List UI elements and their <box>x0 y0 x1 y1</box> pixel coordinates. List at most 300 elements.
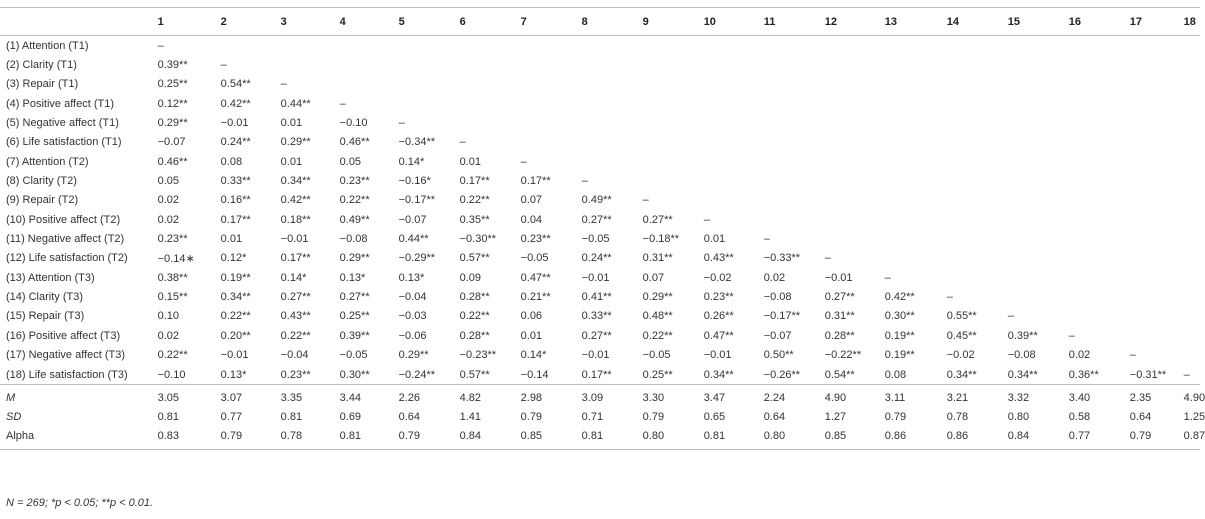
table-cell <box>947 113 1008 132</box>
table-cell <box>1130 307 1184 326</box>
table-cell: 0.22** <box>459 194 490 207</box>
table-cell: 0.13* <box>398 271 425 284</box>
table-cell: 0.57** <box>459 368 490 381</box>
table-row <box>0 326 1200 345</box>
table-cell: 0.02 <box>1068 349 1091 362</box>
table-cell <box>1130 210 1184 229</box>
column-header-4: 4 <box>340 8 399 36</box>
table-cell: 0.22** <box>339 194 370 207</box>
table-cell: – <box>824 252 831 265</box>
table-cell: 0.01 <box>703 233 726 246</box>
table-cell: −0.01 <box>220 117 249 130</box>
table-cell <box>1069 152 1130 171</box>
table-cell <box>1184 152 1200 171</box>
table-cell: −0.05 <box>642 349 671 362</box>
table-cell: 0.33** <box>220 175 251 188</box>
table-cell: −0.26** <box>763 368 801 381</box>
table-cell <box>460 36 521 56</box>
table-cell <box>947 249 1008 268</box>
table-cell <box>1184 55 1200 74</box>
stat-cell: 0.64 <box>398 411 421 424</box>
stat-cell: 0.79 <box>520 411 543 424</box>
table-cell: 0.29** <box>398 349 429 362</box>
row-label: (7) Attention (T2) <box>6 155 89 168</box>
table-cell: – <box>157 39 164 52</box>
table-cell <box>825 36 885 56</box>
stat-cell: 3.21 <box>947 385 1008 408</box>
table-cell <box>1184 346 1200 365</box>
table-cell: 0.29** <box>280 136 311 149</box>
table-row <box>0 249 1200 268</box>
table-cell: 0.25** <box>339 310 370 323</box>
table-cell: 0.17** <box>459 175 490 188</box>
table-cell: 0.27** <box>581 213 612 226</box>
stat-cell: 0.81 <box>340 427 399 450</box>
table-cell <box>1130 287 1184 306</box>
table-row <box>0 191 1200 210</box>
table-cell: 0.34** <box>1007 368 1038 381</box>
stat-cell: 0.83 <box>158 427 221 450</box>
table-cell: −0.18** <box>642 233 680 246</box>
table-cell: −0.07 <box>398 213 427 226</box>
stat-cell: 3.47 <box>704 385 764 408</box>
table-cell <box>521 36 582 56</box>
stat-cell: 0.86 <box>885 427 947 450</box>
stat-cell: 0.81 <box>582 427 643 450</box>
table-cell: 0.08 <box>884 368 907 381</box>
table-cell: 0.43** <box>703 252 734 265</box>
table-cell: 0.28** <box>824 329 855 342</box>
table-cell <box>643 152 704 171</box>
table-row <box>0 268 1200 287</box>
table-cell: 0.09 <box>459 271 482 284</box>
table-cell <box>1130 75 1184 94</box>
table-cell: 0.46** <box>157 155 188 168</box>
table-cell: −0.02 <box>946 349 975 362</box>
table-cell: 0.22** <box>157 349 188 362</box>
table-cell <box>1184 133 1200 152</box>
table-cell: 0.01 <box>220 233 243 246</box>
table-cell <box>1008 210 1069 229</box>
table-cell <box>1130 152 1184 171</box>
column-header-11: 11 <box>764 8 825 36</box>
table-cell: 0.23** <box>339 175 370 188</box>
table-cell: −0.33** <box>763 252 801 265</box>
table-cell <box>825 94 885 113</box>
row-label: (18) Life satisfaction (T3) <box>6 368 128 381</box>
table-cell <box>885 229 947 248</box>
stat-cell: 3.30 <box>643 385 704 408</box>
table-cell: 0.50** <box>763 349 794 362</box>
table-cell <box>1130 326 1184 345</box>
table-cell <box>582 133 643 152</box>
table-cell: 0.42** <box>280 194 311 207</box>
stat-cell: 4.90 <box>825 385 885 408</box>
table-cell: −0.10 <box>339 117 368 130</box>
table-cell <box>947 75 1008 94</box>
table-cell: 0.34** <box>280 175 311 188</box>
table-cell <box>947 133 1008 152</box>
table-cell <box>825 171 885 190</box>
table-cell <box>1184 326 1200 345</box>
table-cell: 0.23** <box>157 233 188 246</box>
table-cell <box>1069 191 1130 210</box>
stat-label: M <box>0 385 158 408</box>
table-cell: – <box>459 136 466 149</box>
table-cell: −0.05 <box>520 252 549 265</box>
table-cell: 0.27** <box>824 291 855 304</box>
table-cell: −0.01 <box>220 349 249 362</box>
stat-cell: 3.11 <box>885 385 947 408</box>
row-label: (10) Positive affect (T2) <box>6 213 121 226</box>
stat-cell: 3.07 <box>221 385 281 408</box>
table-cell: 0.29** <box>157 117 188 130</box>
table-cell <box>1184 249 1200 268</box>
table-cell: 0.42** <box>220 97 251 110</box>
table-cell <box>340 75 399 94</box>
table-cell: – <box>703 213 710 226</box>
table-cell <box>1184 307 1200 326</box>
column-header-3: 3 <box>281 8 340 36</box>
table-cell: −0.02 <box>703 271 732 284</box>
table-cell <box>1008 133 1069 152</box>
table-cell: – <box>642 194 649 207</box>
table-cell: 0.44** <box>280 97 311 110</box>
table-cell <box>1008 171 1069 190</box>
table-cell <box>764 171 825 190</box>
table-cell: −0.24** <box>398 368 436 381</box>
table-cell: 0.33** <box>581 310 612 323</box>
table-cell: 0.12** <box>157 97 188 110</box>
table-cell <box>1008 287 1069 306</box>
stat-cell: 0.79 <box>642 411 665 424</box>
table-cell <box>1008 268 1069 287</box>
stat-cell: 0.79 <box>221 427 281 450</box>
table-cell <box>704 152 764 171</box>
table-cell <box>1008 113 1069 132</box>
table-cell <box>764 55 825 74</box>
table-cell <box>825 113 885 132</box>
table-cell <box>1069 75 1130 94</box>
row-label: (9) Repair (T2) <box>6 194 79 207</box>
table-cell <box>1008 75 1069 94</box>
table-cell <box>885 75 947 94</box>
column-header-5: 5 <box>399 8 460 36</box>
table-cell: 0.31** <box>642 252 673 265</box>
table-cell <box>1184 210 1200 229</box>
table-cell: −0.31** <box>1129 368 1167 381</box>
column-header-14: 14 <box>947 8 1008 36</box>
table-cell <box>582 75 643 94</box>
table-cell: – <box>884 271 891 284</box>
table-cell <box>704 75 764 94</box>
table-cell: −0.01 <box>581 349 610 362</box>
table-row <box>0 55 1200 74</box>
table-cell <box>1184 268 1200 287</box>
column-header-7: 7 <box>521 8 582 36</box>
table-row <box>0 113 1200 132</box>
table-cell <box>764 191 825 210</box>
table-cell <box>764 113 825 132</box>
table-cell: 0.07 <box>520 194 543 207</box>
table-row <box>0 171 1200 190</box>
table-cell: 0.57** <box>459 252 490 265</box>
row-label: (17) Negative affect (T3) <box>6 349 126 362</box>
table-cell <box>1069 268 1130 287</box>
row-label-header <box>0 8 158 36</box>
stat-cell: 3.32 <box>1008 385 1069 408</box>
table-row <box>0 75 1200 94</box>
table-cell: – <box>763 233 770 246</box>
table-cell: 0.16** <box>220 194 251 207</box>
row-label: (4) Positive affect (T1) <box>6 97 114 110</box>
table-cell <box>1130 268 1184 287</box>
table-cell <box>1069 55 1130 74</box>
table-cell <box>947 36 1008 56</box>
table-row <box>0 307 1200 326</box>
table-cell: −0.10 <box>157 368 186 381</box>
column-header-8: 8 <box>582 8 643 36</box>
table-cell <box>1069 229 1130 248</box>
table-cell <box>1184 171 1200 190</box>
table-cell: 0.34** <box>946 368 977 381</box>
table-cell: −0.29** <box>398 252 436 265</box>
table-cell <box>1069 36 1130 56</box>
table-cell: 0.27** <box>581 329 612 342</box>
table-cell: 0.01 <box>280 117 303 130</box>
table-cell: 0.28** <box>459 291 490 304</box>
table-cell <box>825 75 885 94</box>
table-cell: 0.31** <box>824 310 855 323</box>
table-cell <box>1184 113 1200 132</box>
table-cell <box>947 229 1008 248</box>
table-cell: −0.22** <box>824 349 862 362</box>
table-cell: 0.55** <box>946 310 977 323</box>
row-label: (11) Negative affect (T2) <box>6 233 125 246</box>
stat-cell: 3.09 <box>582 385 643 408</box>
table-cell: 0.18** <box>280 213 311 226</box>
table-cell: – <box>946 291 953 304</box>
table-cell <box>643 94 704 113</box>
table-cell <box>825 191 885 210</box>
table-cell: 0.04 <box>520 213 543 226</box>
table-cell <box>399 55 460 74</box>
table-cell: 0.49** <box>581 194 612 207</box>
table-cell: 0.24** <box>581 252 612 265</box>
row-label: (6) Life satisfaction (T1) <box>6 136 122 149</box>
table-cell: 0.01 <box>520 329 543 342</box>
stat-cell: 3.40 <box>1069 385 1130 408</box>
table-cell: −0.17** <box>398 194 436 207</box>
row-label: (8) Clarity (T2) <box>6 175 77 188</box>
table-cell: 0.20** <box>220 329 251 342</box>
table-cell <box>885 249 947 268</box>
table-cell <box>281 36 340 56</box>
row-label: (3) Repair (T1) <box>6 78 79 91</box>
table-cell <box>1008 55 1069 74</box>
stat-label: SD <box>6 411 22 424</box>
stat-cell: 0.79 <box>399 427 460 450</box>
table-cell <box>1130 36 1184 56</box>
table-cell <box>1130 171 1184 190</box>
table-cell <box>825 55 885 74</box>
table-cell: −0.04 <box>398 291 427 304</box>
table-cell: 0.17** <box>280 252 311 265</box>
column-header-18: 18 <box>1184 8 1200 36</box>
table-cell <box>1069 210 1130 229</box>
table-cell <box>340 55 399 74</box>
table-cell <box>460 75 521 94</box>
table-cell <box>399 36 460 56</box>
column-header-1: 1 <box>158 8 221 36</box>
stat-cell: 4.82 <box>460 385 521 408</box>
table-cell: 0.14* <box>398 155 425 168</box>
table-cell: – <box>280 78 287 91</box>
column-header-15: 15 <box>1008 8 1069 36</box>
table-cell <box>704 191 764 210</box>
table-cell: 0.22** <box>642 329 673 342</box>
table-cell: 0.08 <box>220 155 243 168</box>
table-cell: 0.02 <box>157 329 180 342</box>
table-cell: 0.30** <box>339 368 370 381</box>
table-cell <box>582 94 643 113</box>
table-cell: – <box>1007 310 1014 323</box>
table-cell: – <box>398 117 405 130</box>
column-header-2: 2 <box>221 8 281 36</box>
table-cell <box>1008 229 1069 248</box>
table-cell: 0.34** <box>220 291 251 304</box>
stat-cell: 0.78 <box>281 427 340 450</box>
table-cell: 0.29** <box>339 252 370 265</box>
table-cell <box>885 171 947 190</box>
correlation-rows <box>0 36 1200 385</box>
table-cell <box>1008 94 1069 113</box>
table-header <box>0 8 1200 36</box>
correlation-table <box>0 7 1205 450</box>
table-cell: 0.10 <box>157 310 180 323</box>
table-cell <box>460 55 521 74</box>
table-cell: 0.27** <box>280 291 311 304</box>
table-cell: 0.27** <box>642 213 673 226</box>
stat-cell: 0.85 <box>825 427 885 450</box>
stat-cell: 0.69 <box>339 411 362 424</box>
table-row <box>0 229 1200 248</box>
table-cell <box>643 36 704 56</box>
table-cell <box>582 36 643 56</box>
table-cell <box>1130 249 1184 268</box>
table-cell: 0.17** <box>220 213 251 226</box>
table-cell: 0.47** <box>520 271 551 284</box>
table-cell <box>399 94 460 113</box>
table-cell: 0.07 <box>642 271 665 284</box>
stat-cell: 0.79 <box>884 411 907 424</box>
stat-cell: 0.79 <box>1130 427 1184 450</box>
table-cell: 0.15** <box>157 291 188 304</box>
table-cell <box>521 133 582 152</box>
table-cell <box>1008 36 1069 56</box>
row-label: (16) Positive affect (T3) <box>6 329 121 342</box>
table-cell: −0.03 <box>398 310 427 323</box>
table-cell: – <box>581 175 588 188</box>
stat-cell: 2.26 <box>399 385 460 408</box>
column-header-12: 12 <box>825 8 885 36</box>
table-cell: −0.07 <box>157 136 186 149</box>
table-cell: −0.30** <box>459 233 497 246</box>
table-row <box>0 210 1200 229</box>
table-cell <box>704 36 764 56</box>
table-cell <box>1184 94 1200 113</box>
stat-cell: 1.25 <box>1183 411 1205 424</box>
table-cell <box>1069 171 1130 190</box>
table-cell: 0.45** <box>946 329 977 342</box>
stat-cell: 0.58 <box>1068 411 1091 424</box>
table-cell: −0.17** <box>763 310 801 323</box>
table-cell: 0.26** <box>703 310 734 323</box>
table-cell <box>885 191 947 210</box>
table-cell: 0.06 <box>520 310 543 323</box>
table-cell <box>825 133 885 152</box>
table-cell <box>885 36 947 56</box>
table-cell: 0.14* <box>520 349 547 362</box>
table-cell <box>643 75 704 94</box>
table-cell <box>1008 152 1069 171</box>
table-cell <box>825 152 885 171</box>
table-cell: 0.23** <box>703 291 734 304</box>
table-cell: – <box>1068 329 1075 342</box>
stat-cell: 2.35 <box>1130 385 1184 408</box>
table-cell <box>1130 55 1184 74</box>
table-cell <box>521 55 582 74</box>
table-cell <box>521 75 582 94</box>
table-cell: 0.13* <box>220 368 247 381</box>
table-row <box>0 346 1200 365</box>
table-cell <box>704 55 764 74</box>
table-cell <box>947 191 1008 210</box>
table-cell: 0.21** <box>520 291 551 304</box>
table-row <box>0 287 1200 306</box>
table-cell <box>1008 191 1069 210</box>
table-cell: 0.30** <box>884 310 915 323</box>
table-cell <box>704 113 764 132</box>
table-cell: −0.07 <box>763 329 792 342</box>
table-cell: −0.06 <box>398 329 427 342</box>
table-cell: 0.54** <box>824 368 855 381</box>
table-cell <box>1130 113 1184 132</box>
table-cell: 0.22** <box>280 329 311 342</box>
table-cell <box>1184 75 1200 94</box>
column-header-17: 17 <box>1130 8 1184 36</box>
table-row <box>0 133 1200 152</box>
column-header-13: 13 <box>885 8 947 36</box>
table-cell: −0.08 <box>339 233 368 246</box>
table-cell: 0.14* <box>280 271 307 284</box>
table-cell: – <box>1183 368 1190 381</box>
table-cell <box>1130 94 1184 113</box>
table-cell <box>460 113 521 132</box>
stat-cell: 3.44 <box>340 385 399 408</box>
column-header-6: 6 <box>460 8 521 36</box>
table-cell <box>1130 133 1184 152</box>
stat-row <box>0 407 1200 426</box>
table-cell: 0.19** <box>220 271 251 284</box>
stat-cell: 0.80 <box>643 427 704 450</box>
row-label: (5) Negative affect (T1) <box>6 117 119 130</box>
table-cell <box>1184 229 1200 248</box>
stat-label: Alpha <box>0 427 158 450</box>
table-cell <box>281 55 340 74</box>
stat-cell: 0.64 <box>1129 411 1152 424</box>
table-cell <box>947 268 1008 287</box>
